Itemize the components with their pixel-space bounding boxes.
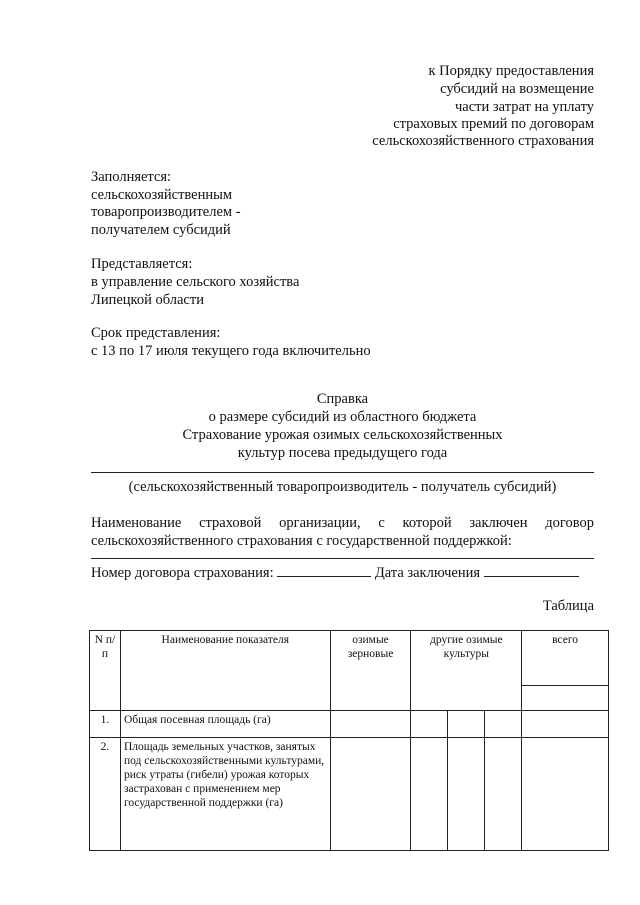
doc-title: Справка	[316, 391, 369, 407]
subsidy-table	[89, 630, 609, 851]
contract-date-label: Дата заключения	[374, 565, 481, 581]
row-2-indicator: Площадь земельных участков, занятых под сельскохозяйственными культурами, риск утраты (гибели) урожая которых застрахован с применением мер государственной поддержки (га)	[120, 738, 330, 851]
insurer-label-line-2: сельскохозяйственного страхования с государственной поддержкой:	[91, 533, 512, 549]
header-total: всего	[522, 631, 609, 686]
doc-subtitle-1: о размере субсидий из областного бюджета	[208, 409, 477, 425]
filled-by-line-2: сельскохозяйственным	[91, 187, 233, 203]
row-1-other-c	[485, 711, 522, 738]
submitted-to-line-3: Липецкой области	[91, 292, 204, 308]
table-label: Таблица	[542, 598, 594, 614]
appendix-line-1: к Порядку предоставления	[428, 63, 594, 79]
filled-by-heading: Заполняется:	[91, 169, 172, 185]
row-1-other-b	[448, 711, 485, 738]
appendix-line-3: части затрат на уплату	[455, 99, 594, 115]
submitted-to-heading: Представляется:	[91, 256, 193, 272]
row-1-winter-grain	[330, 711, 411, 738]
filled-by-line-4: получателем субсидий	[91, 222, 231, 238]
row-1-num: 1.	[90, 711, 121, 738]
appendix-line-4: страховых премий по договорам	[393, 116, 594, 132]
contract-line	[91, 564, 594, 582]
producer-caption: (сельскохозяйственный товаропроизводитель - получатель субсидий)	[128, 479, 557, 495]
row-1-total	[522, 711, 609, 738]
producer-blank-line	[91, 472, 594, 473]
appendix-line-5: сельскохозяйственного страхования	[372, 133, 594, 149]
appendix-line-2: субсидий на возмещение	[440, 81, 594, 97]
header-indicator: Наименование показателя	[120, 631, 330, 711]
insurer-label-line-1: Наименование страховой организации, с которой заключен договор	[91, 515, 594, 531]
row-2-other-c	[485, 738, 522, 851]
header-total-sub	[522, 686, 609, 711]
contract-number-blank	[277, 564, 371, 577]
header-num: N п/п	[90, 631, 121, 711]
row-2-other-b	[448, 738, 485, 851]
header-winter-grain: озимые зерновые	[330, 631, 411, 711]
insurer-blank-line	[91, 558, 594, 559]
row-2-other-a	[411, 738, 448, 851]
row-1-other-a	[411, 711, 448, 738]
doc-subtitle-2: Страхование урожая озимых сельскохозяйственных	[182, 427, 503, 443]
table-row	[90, 711, 609, 738]
contract-number-label: Номер договора страхования:	[91, 565, 274, 581]
submitted-to-line-2: в управление сельского хозяйства	[91, 274, 300, 290]
header-other-winter-spacer	[411, 686, 522, 711]
row-2-winter-grain	[330, 738, 411, 851]
table-row	[90, 738, 609, 851]
row-2-total	[522, 738, 609, 851]
deadline-line-2: с 13 по 17 июля текущего года включительно	[91, 343, 371, 359]
contract-date-blank	[484, 564, 579, 577]
row-2-num: 2.	[90, 738, 121, 851]
table-header-row	[90, 631, 609, 686]
deadline-heading: Срок представления:	[91, 325, 221, 341]
header-other-winter: другие озимые культуры	[411, 631, 522, 686]
doc-subtitle-3: культур посева предыдущего года	[237, 445, 448, 461]
filled-by-line-3: товаропроизводителем -	[91, 204, 241, 220]
row-1-indicator: Общая посевная площадь (га)	[120, 711, 330, 738]
